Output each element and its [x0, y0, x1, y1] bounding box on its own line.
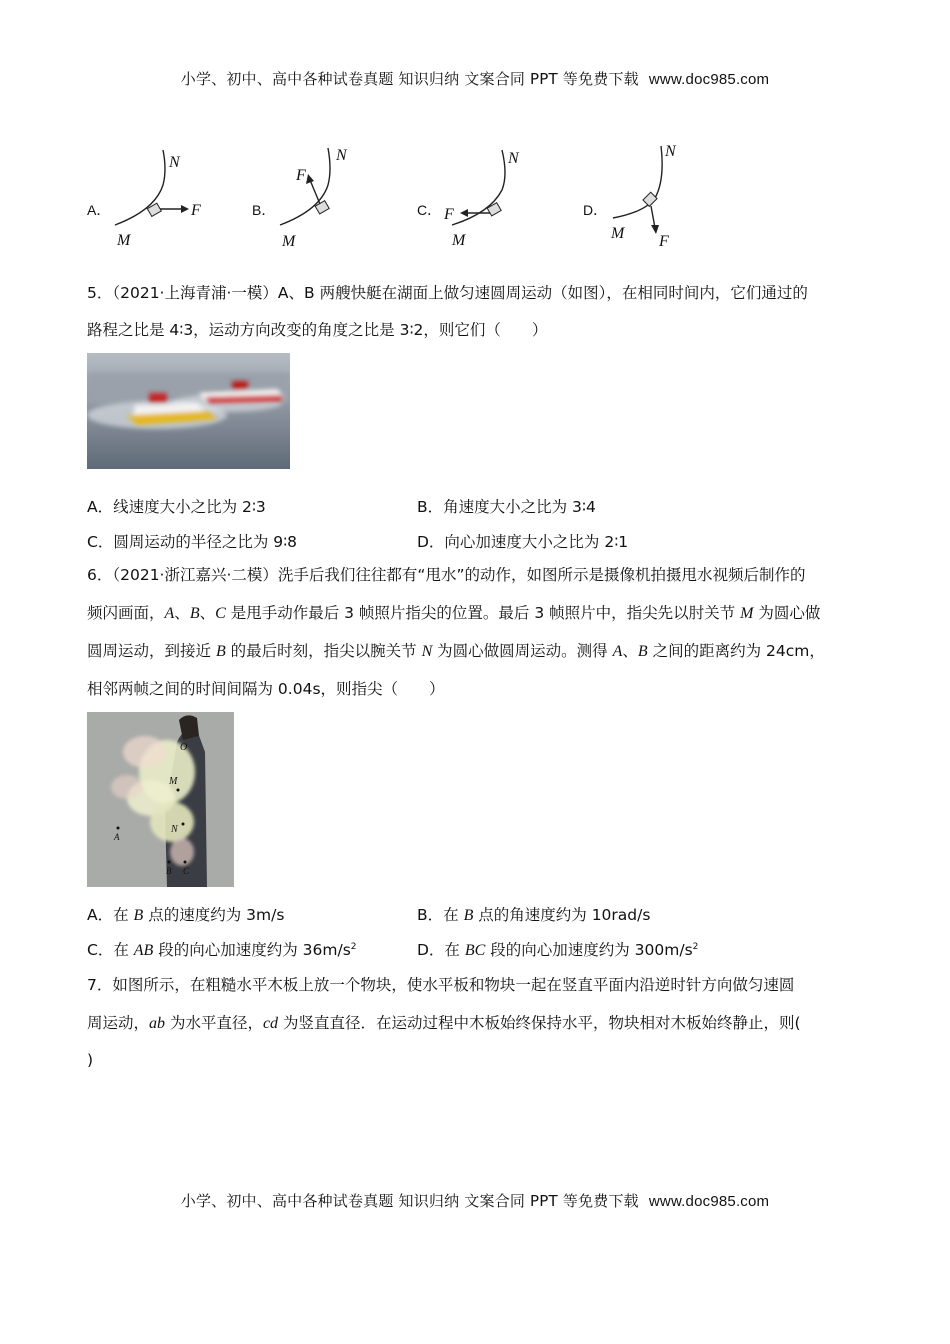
footer-url[interactable]: www.doc985.com [648, 1193, 770, 1210]
q7-stem-line2: 周运动，ab 为水平直径，cd 为竖直直径．在运动过程中木板始终保持水平，物块相对木板始终静止，则( [87, 1014, 801, 1032]
fig-a-N: N [169, 154, 180, 171]
fig-c-F: F [444, 206, 454, 223]
hand-shake-photo [87, 712, 234, 887]
q5-option-d[interactable]: D．向心加速度大小之比为 2∶1 [417, 533, 629, 551]
fig-b-N: N [336, 147, 347, 164]
q6-stem-line4: 相邻两帧之间的时间间隔为 0.04s，则指尖（ ） [87, 680, 445, 698]
page-header [0, 68, 950, 89]
q6-stem-line3: 圆周运动，到接近 B 的最后时刻，指尖以腕关节 N 为圆心做圆周运动。测得 A、B 之间的距离约为 24cm， [87, 642, 825, 660]
fig-a-F: F [191, 202, 201, 219]
q5-option-b[interactable]: B．角速度大小之比为 3∶4 [417, 498, 596, 516]
figure-option-c-label: C． [417, 202, 442, 218]
footer-text: 小学、初中、高中各种试卷真题 知识归纳 文案合同 PPT 等免费下载 [180, 1192, 639, 1210]
speedboat-illustration [87, 353, 290, 469]
fig-d-M: M [611, 225, 625, 242]
fig-b-M: M [282, 233, 296, 250]
q5-stem-line2: 路程之比是 4∶3，运动方向改变的角度之比是 3∶2，则它们（ ） [87, 321, 548, 339]
figure-option-c [440, 145, 560, 255]
figure-option-a-label: A． [87, 202, 111, 218]
header-url[interactable]: www.doc985.com [648, 71, 770, 88]
q5-option-c[interactable]: C．圆周运动的半径之比为 9∶8 [87, 533, 298, 551]
fig-a-M: M [117, 232, 131, 249]
q6-option-d[interactable]: D．在 BC 段的向心加速度约为 $300m/s^2$ [417, 941, 699, 959]
fig-c-M: M [452, 232, 466, 249]
q5-option-a[interactable]: A．线速度大小之比为 2∶3 [87, 498, 266, 516]
q7-stem-line1: 7．如图所示，在粗糙水平木板上放一个物块，使水平板和物块一起在竖直平面内沿逆时针方向做匀速圆 [87, 976, 795, 994]
figure-option-d [605, 140, 715, 255]
q6-stem-line1: 6．（2021·浙江嘉兴·二模）洗手后我们往往都有“甩水”的动作，如图所示是摄像机拍摄甩水视频后制作的 [87, 566, 806, 584]
q6-option-b[interactable]: B．在 B 点的角速度约为 10rad/s [417, 906, 651, 924]
photo-label-O: O [180, 742, 188, 753]
header-text: 小学、初中、高中各种试卷真题 知识归纳 文案合同 PPT 等免费下载 [180, 70, 639, 88]
figure-option-a [105, 145, 225, 255]
figure-option-b [270, 140, 380, 255]
fig-b-F: F [296, 167, 306, 184]
figure-option-b-label: B． [252, 202, 276, 218]
photo-label-N: N [171, 824, 178, 835]
fig-d-F: F [659, 233, 669, 250]
photo-label-M: M [169, 776, 178, 787]
fig-c-N: N [508, 150, 519, 167]
hand-shake-illustration [87, 712, 234, 887]
fig-d-N: N [665, 143, 676, 160]
photo-label-A: A [114, 832, 120, 842]
q6-option-c[interactable]: C．在 AB 段的向心加速度约为 $36m/s^2$ [87, 941, 357, 959]
figure-option-d-label: D． [583, 202, 608, 218]
speedboat-photo [87, 353, 290, 469]
q6-stem-line2: 频闪画面，A、B、C 是甩手动作最后 3 帧照片指尖的位置。最后 3 帧照片中，指尖先以肘关节 M 为圆心做 [87, 604, 821, 622]
page-footer [0, 1190, 950, 1211]
q5-stem-line1: 5．（2021·上海青浦·一模）A、B 两艘快艇在湖面上做匀速圆周运动（如图），在相同时间内，它们通过的 [87, 284, 808, 302]
photo-label-C: C [183, 866, 190, 876]
q6-option-a[interactable]: A．在 B 点的速度约为 3m/s [87, 906, 285, 924]
photo-label-B: B [166, 866, 172, 876]
q7-stem-line3: ) [87, 1051, 94, 1069]
